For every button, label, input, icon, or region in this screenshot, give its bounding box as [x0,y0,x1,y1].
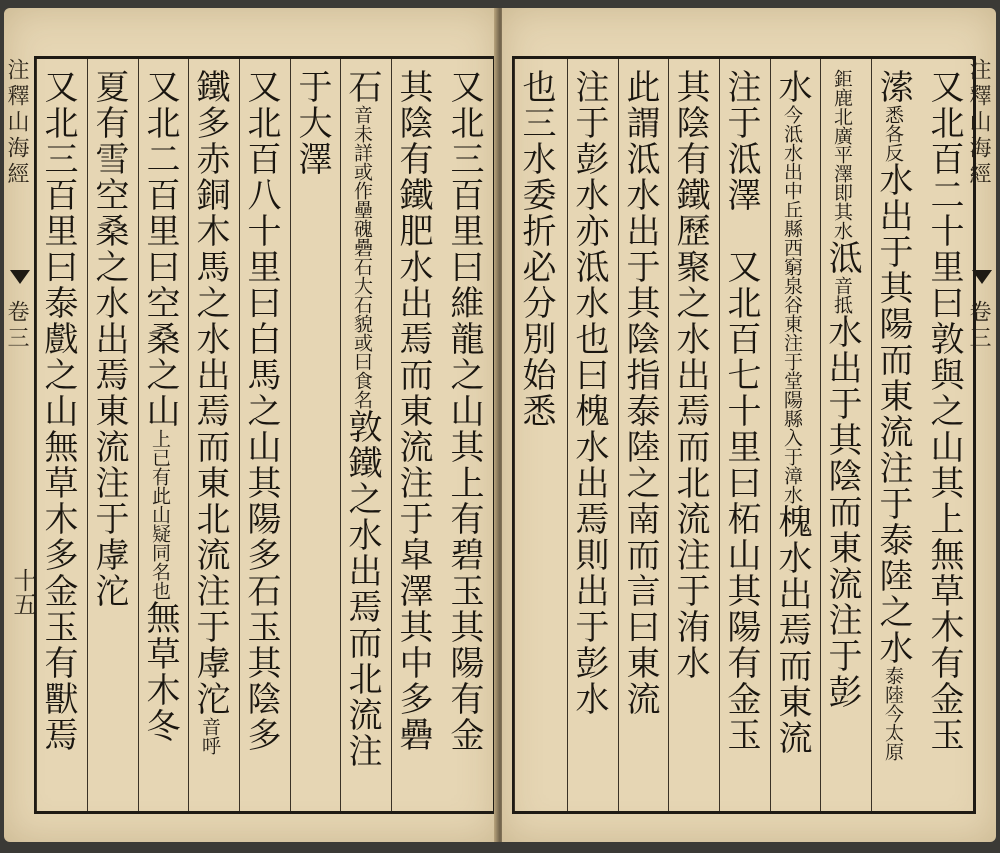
text-column [567,59,619,811]
page-number-text: 十五 [9,568,37,616]
margin-juan-text: 卷三 [966,300,991,352]
text-column [87,59,139,811]
text-column [340,59,392,811]
column-note-text: 上已有此山疑同名也 [149,429,171,600]
column-note-text: 鉅鹿北廣平澤即其水 [831,69,853,240]
left-text-frame [34,56,496,814]
text-column [923,59,973,811]
text-column [820,59,872,811]
column-main-text: 水出于其陰而東流注于彭 [822,314,862,710]
column-main-text: 也三水委折必分別始悉 [516,69,556,429]
text-column [770,59,821,811]
column-main-text: 無草木冬 [140,600,180,744]
column-note-text: 音抵 [831,276,853,314]
column-main-text: 石 [342,69,382,105]
column-main-text: 注于彭水亦泜水也曰槐水出焉則出于彭水 [569,69,609,717]
column-main-text: 注于泜澤 又北百七十里曰柘山其陽有金玉 [721,69,761,753]
column-main-text: 夏有雪空桑之水出焉東流注于虖沱 [89,69,129,609]
column-main-text: 敦鐵之水出焉而北流注 [342,409,382,769]
fold-mark-icon [10,270,30,284]
column-main-text: 水 [772,69,812,105]
column-main-text: 又北百八十里曰白馬之山其陽多石玉其陰多 [241,69,281,753]
text-column [138,59,189,811]
margin-title-text: 注釋山海經 [966,58,991,188]
text-column [239,59,291,811]
column-mixed [341,59,383,811]
left-margin-juan [6,298,32,500]
right-text-frame [512,56,976,814]
column-main-text: 槐水出焉而東流 [772,504,812,756]
column-mixed [189,59,231,811]
column-main-text: 于大澤 [292,69,332,177]
column-main-text: 又北二百里曰空桑之山 [140,69,180,429]
text-column [188,59,240,811]
text-column [290,59,341,811]
column-main-text: 鐵多赤銅木馬之水出焉而東北流注于虖沱 [190,69,230,717]
right-page [502,8,996,842]
text-column [36,59,88,811]
column-main-text: 又北百二十里曰敦與之山其上無草木有金玉 [924,69,964,753]
column-main-text: 溹 [873,69,913,105]
column-main-text: 水出于其陽而東流注于泰陸之水 [873,162,913,666]
column-note-text: 今泜水出中丘縣西窮泉谷東注于堂陽縣入于漳水 [781,105,803,504]
column-mixed [821,59,863,811]
column-main-text: 其陰有鐵歷聚之水出焉而北流注于洧水 [670,69,710,681]
text-column [443,59,493,811]
text-column [391,59,443,811]
column-note-text: 音呼 [199,717,221,755]
text-column [618,59,669,811]
column-note-text: 音未詳或作壘磈礨石大石貌或曰食名 [351,105,373,409]
text-column [514,59,568,811]
text-column [871,59,923,811]
column-mixed [771,59,813,811]
margin-juan-text: 卷三 [4,300,29,352]
column-mixed [139,59,181,811]
column-main-text: 又北三百里曰維龍之山其上有碧玉其陽有金 [444,69,484,753]
text-column [668,59,720,811]
column-main-text: 此謂泜水出于其陰指泰陸之南而言曰東流 [620,69,660,717]
column-note-text: 悉各反 [882,105,904,162]
column-note-text: 泰陸今太原 [882,666,904,761]
column-mixed [872,59,914,811]
column-main-text: 其陰有鐵肥水出焉而東流注于皐澤其中多礨 [393,69,433,753]
left-page [4,8,498,842]
column-main-text: 又北三百里曰泰戲之山無草木多金玉有獸焉 [38,69,78,753]
column-main-text: 泜 [822,240,862,276]
margin-title-text: 注釋山海經 [4,58,29,188]
text-column [719,59,771,811]
